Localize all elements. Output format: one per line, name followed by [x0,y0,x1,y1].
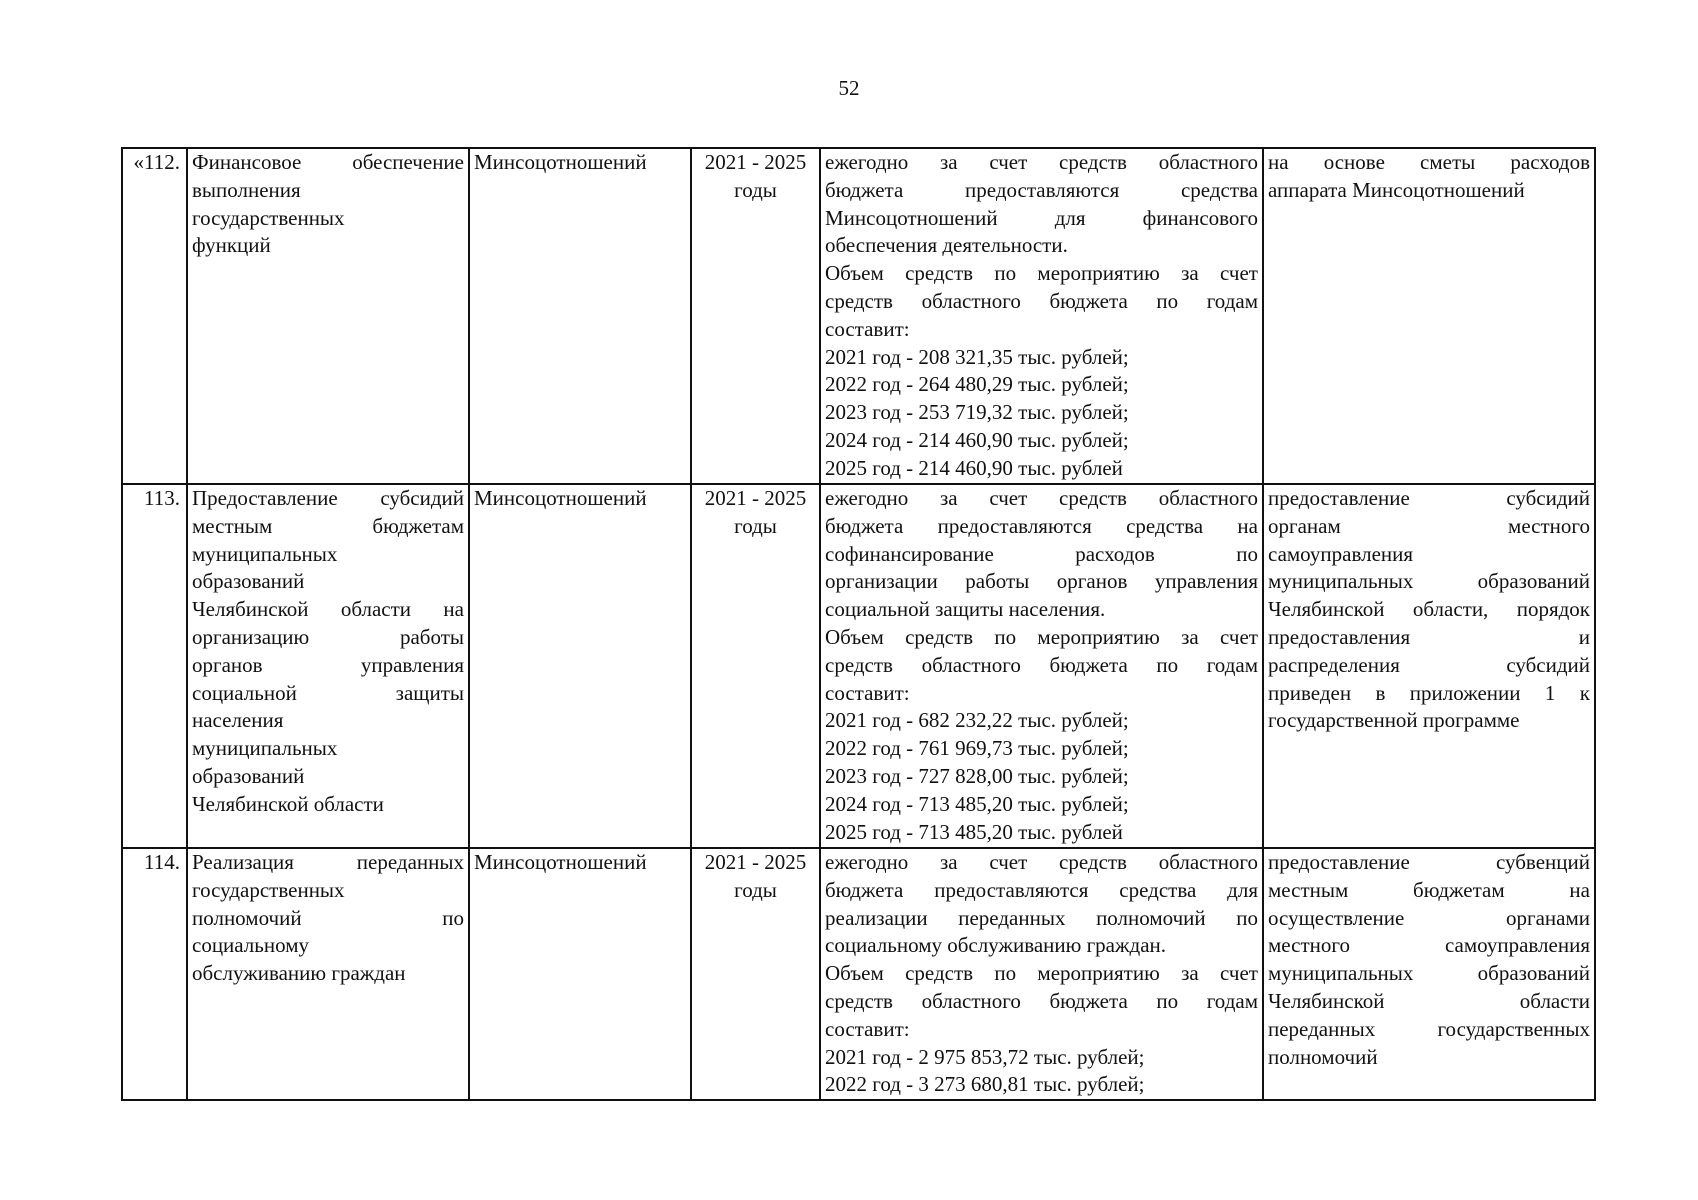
period-line: годы [734,877,777,902]
measure-name-line: Финансовое обеспечение [192,150,464,174]
description-line: 2022 год - 761 969,73 тыс. рублей; [825,736,1129,761]
measure-name-line: полномочий по [192,905,464,930]
description-line: ежегодно за счет средств областного [825,850,1258,874]
note-line: распределения субсидий [1268,652,1590,677]
period-line: 2021 - 2025 [704,486,807,510]
description-line: социальной защиты населения. [825,597,1106,622]
note-line: предоставление субсидий [1268,486,1590,510]
measures-table [121,147,1596,1101]
note-line: переданных государственных [1268,1016,1590,1041]
note-cell [1263,148,1595,484]
executor-cell: Минсоцотношений [469,484,691,848]
note-cell [1263,848,1595,1100]
description-line: составит: [825,316,910,341]
description-line: организации работы органов управления [825,569,1258,594]
measure-name-line: Предоставление субсидий [192,486,464,510]
table-row [122,484,1595,848]
measure-name-line: Челябинской области на [192,597,464,622]
description-line: бюджета предоставляются средства [825,177,1258,202]
measure-name-line: Реализация переданных [192,850,464,874]
page-number: 52 [838,76,860,100]
note-line: предоставление субвенций [1268,850,1590,874]
measure-name-line: государственных [192,877,345,902]
note-line: самоуправления [1268,541,1414,566]
measure-name-line: обслуживанию граждан [192,961,406,986]
executor-cell: Минсоцотношений [469,848,691,1100]
description-line: 2024 год - 214 460,90 тыс. рублей; [825,427,1129,452]
measure-name-line: образований [192,763,305,788]
table-row [122,148,1595,484]
note-line: аппарата Минсоцотношений [1268,177,1525,202]
note-line: муниципальных образований [1268,569,1590,594]
description-line: софинансирование расходов по [825,541,1258,566]
measure-name-cell [187,148,469,484]
period-cell [691,148,820,484]
description-line: средств областного бюджета по годам [825,288,1258,313]
description-line: средств областного бюджета по годам [825,988,1258,1013]
note-line: приведен в приложении 1 к [1268,680,1590,705]
note-line: на основе сметы расходов [1268,150,1590,174]
note-line: Челябинской области, порядок [1268,597,1590,622]
description-line: реализации переданных полномочий по [825,905,1258,930]
description-cell [820,484,1263,848]
measure-name-line: социальной защиты [192,680,464,705]
measure-name-line: выполнения [192,177,301,202]
measure-name-line: функций [192,233,271,258]
measure-name-line: образований [192,569,305,594]
table-row [122,848,1595,1100]
description-line: бюджета предоставляются средства на [825,513,1258,538]
period-cell [691,848,820,1100]
measure-name-cell [187,484,469,848]
note-line: муниципальных образований [1268,961,1590,986]
description-line: обеспечения деятельности. [825,233,1068,258]
note-line: предоставления и [1268,624,1590,649]
period-cell [691,484,820,848]
row-number-cell: «112. [122,148,187,484]
note-line: полномочий [1268,1044,1378,1069]
description-line: 2025 год - 214 460,90 тыс. рублей [825,455,1123,480]
description-line: Объем средств по мероприятию за счет [825,624,1258,649]
note-line: местного самоуправления [1268,933,1590,958]
description-line: 2022 год - 264 480,29 тыс. рублей; [825,372,1129,397]
description-line: Объем средств по мероприятию за счет [825,961,1258,986]
period-line: годы [734,177,777,202]
measure-name-line: государственных [192,205,345,230]
description-line: 2021 год - 2 975 853,72 тыс. рублей; [825,1044,1145,1069]
period-line: годы [734,513,777,538]
description-line: 2022 год - 3 273 680,81 тыс. рублей; [825,1072,1145,1097]
measure-name-line: населения [192,708,284,733]
measure-name-line: муниципальных [192,736,338,761]
description-line: средств областного бюджета по годам [825,652,1258,677]
row-number-cell: 113. [122,484,187,848]
measure-name-line: органов управления [192,652,464,677]
measure-name-line: муниципальных [192,541,338,566]
note-cell [1263,484,1595,848]
description-line: социальному обслуживанию граждан. [825,933,1167,958]
row-number-cell: 114. [122,848,187,1100]
period-line: 2021 - 2025 [704,150,807,174]
description-line: бюджета предоставляются средства для [825,877,1258,902]
description-line: 2023 год - 727 828,00 тыс. рублей; [825,763,1129,788]
description-line: 2024 год - 713 485,20 тыс. рублей; [825,791,1129,816]
description-line: ежегодно за счет средств областного [825,150,1258,174]
measure-name-line: местным бюджетам [192,513,464,538]
description-cell [820,848,1263,1100]
period-line: 2021 - 2025 [704,850,807,874]
note-line: местным бюджетам на [1268,877,1590,902]
executor-cell: Минсоцотношений [469,148,691,484]
description-line: 2023 год - 253 719,32 тыс. рублей; [825,400,1129,425]
description-cell [820,148,1263,484]
measure-name-line: социальному [192,933,309,958]
description-line: 2025 год - 713 485,20 тыс. рублей [825,819,1123,844]
description-line: Объем средств по мероприятию за счет [825,261,1258,286]
description-line: 2021 год - 208 321,35 тыс. рублей; [825,344,1129,369]
note-line: осуществление органами [1268,905,1590,930]
note-line: государственной программе [1268,708,1520,733]
note-line: Челябинской области [1268,988,1590,1013]
measure-name-line: Челябинской области [192,791,384,816]
description-line: ежегодно за счет средств областного [825,486,1258,510]
description-line: Минсоцотношений для финансового [825,205,1258,230]
measure-name-line: организацию работы [192,624,464,649]
description-line: составит: [825,1016,910,1041]
note-line: органам местного [1268,513,1590,538]
measure-name-cell [187,848,469,1100]
description-line: 2021 год - 682 232,22 тыс. рублей; [825,708,1129,733]
description-line: составит: [825,680,910,705]
